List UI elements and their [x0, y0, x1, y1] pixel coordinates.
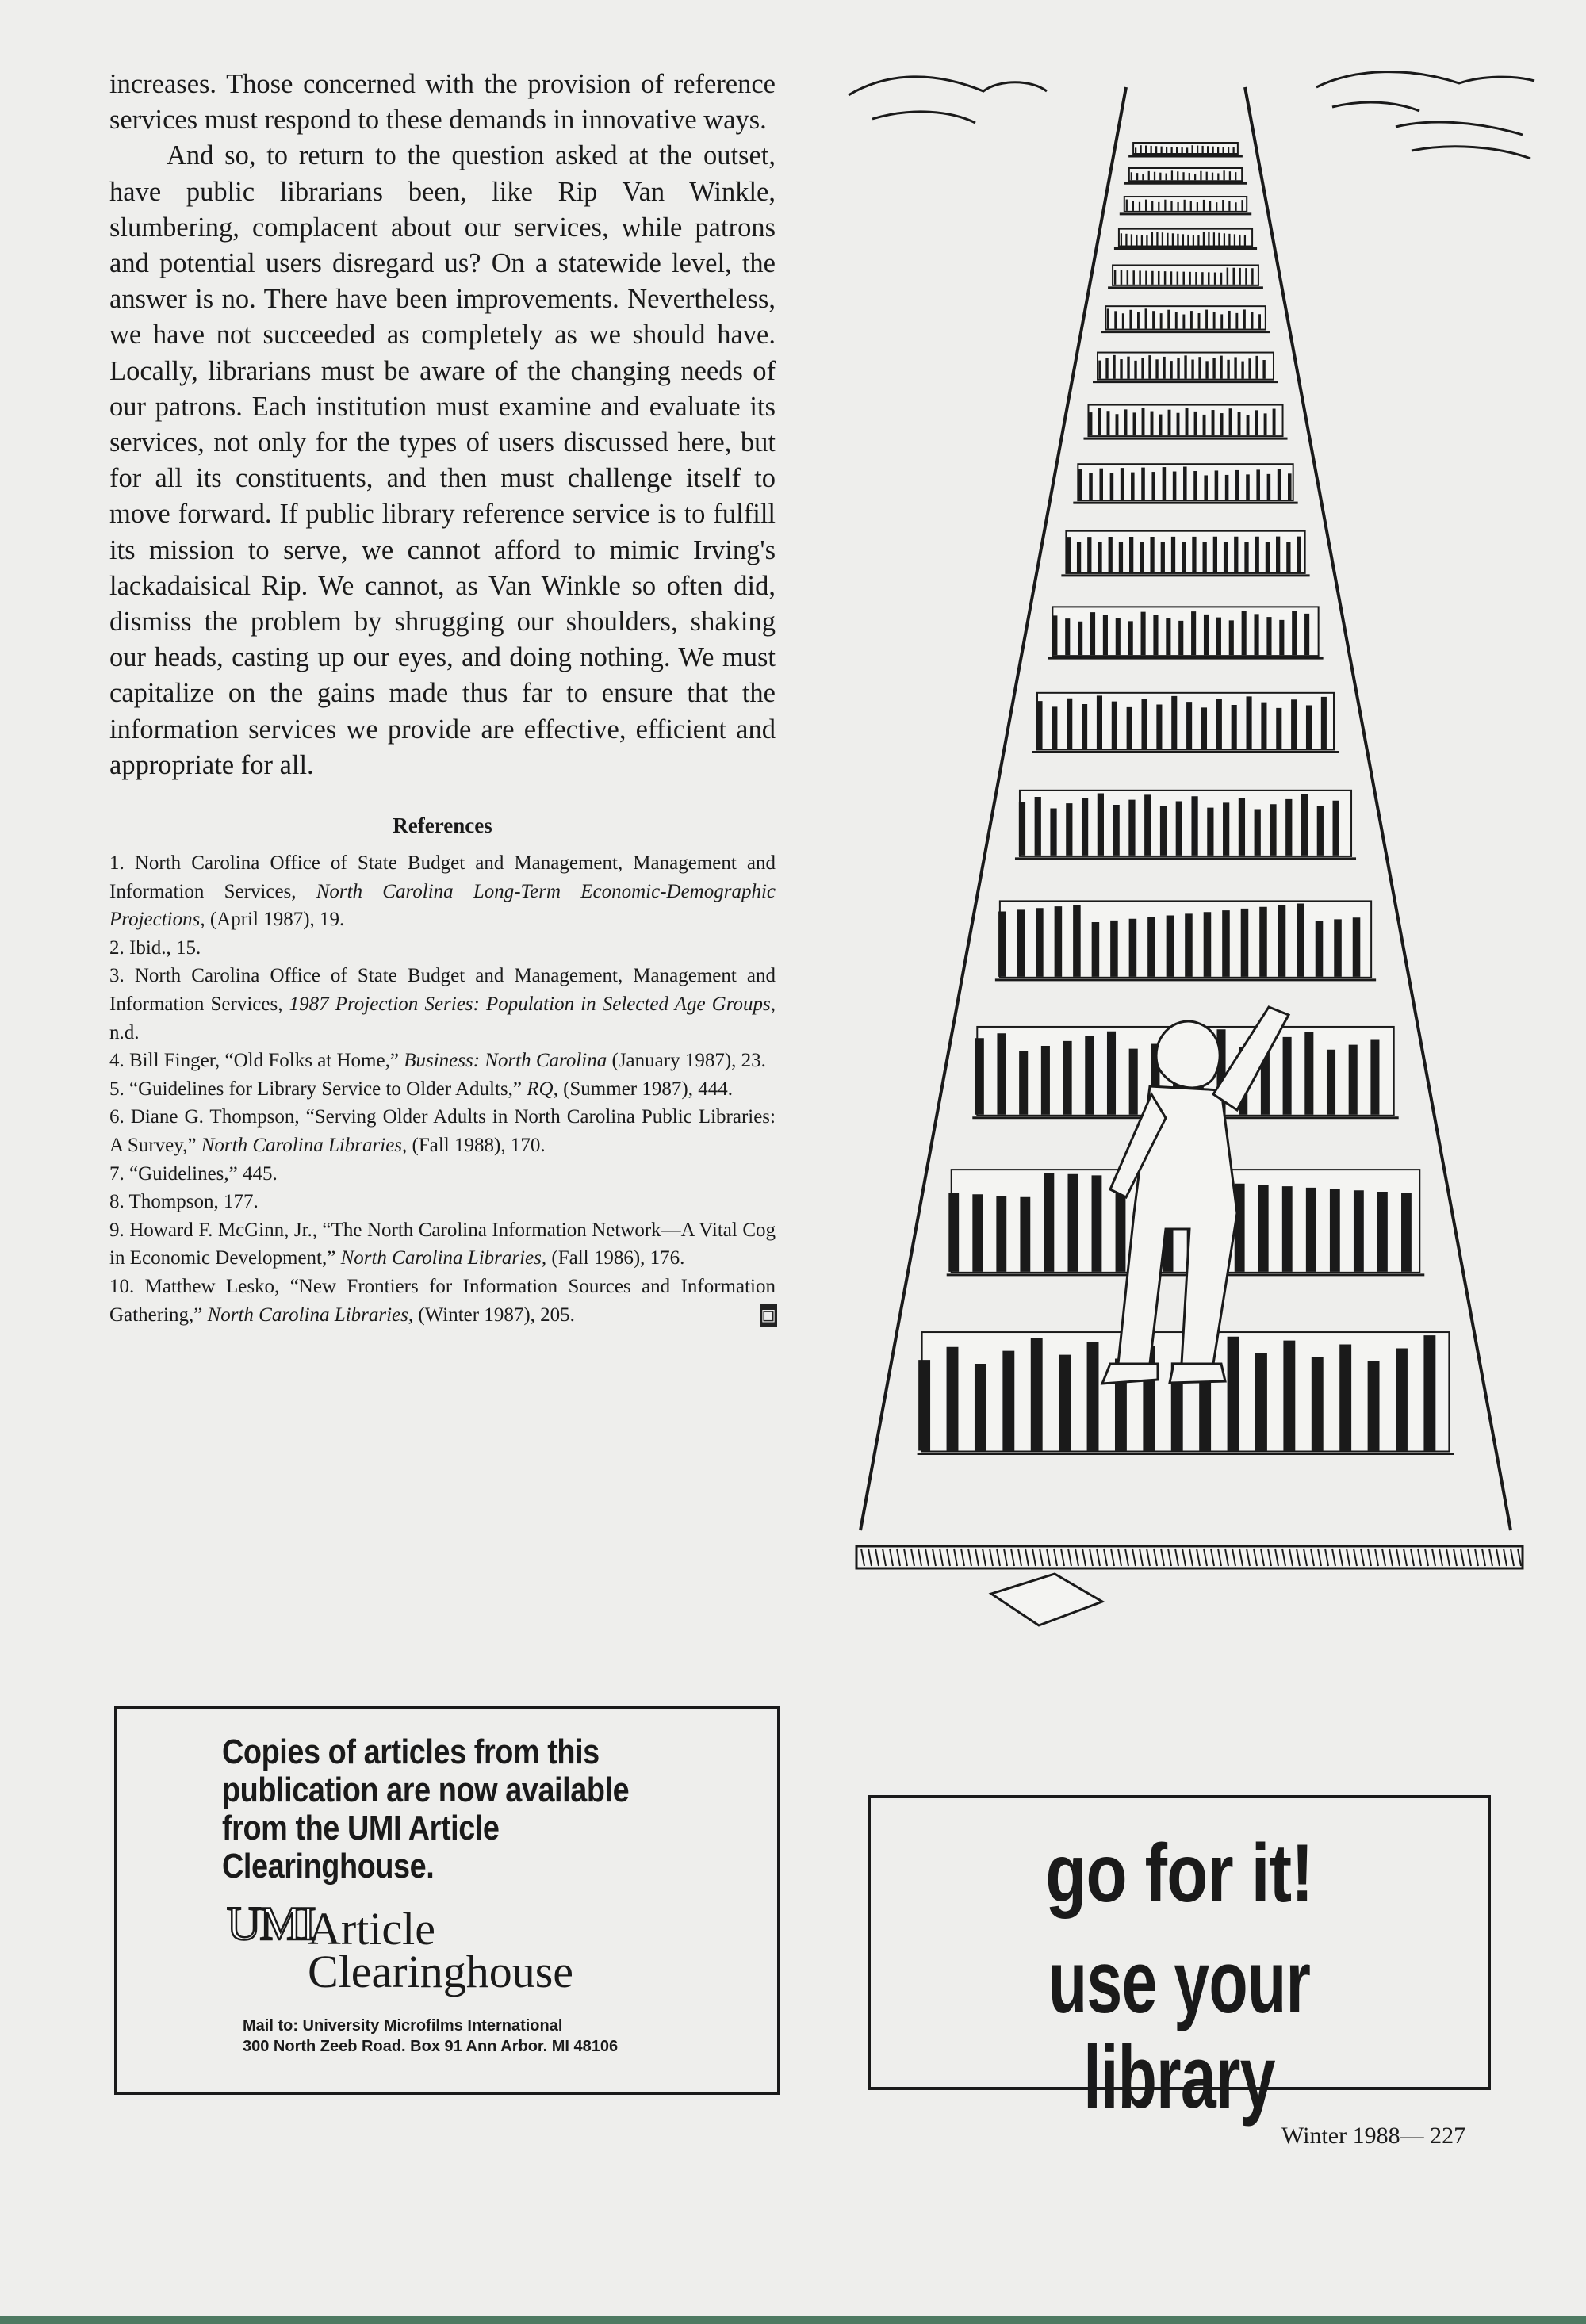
go-for-it-text: go for it! — [1045, 1828, 1313, 1920]
umi-logo-word-clearinghouse: Clearinghouse — [308, 1946, 574, 1997]
shelf-row — [995, 901, 1376, 979]
paragraph-2: And so, to return to the question asked at the outset, have public librarians been, like Rip Van Winkle, slumbering, complacent about our services, while patrons and potential users disregard us? On a statewide level, the answer is no. There have been improvements. Nevertheless, we have not succeeded as completely as we should have. Locally, librarians must be aware of the changing needs of our patrons. Each institution must examine and evaluate its services, not only for the types of users discussed here, but for all its constituents, and then must challenge itself to move forward. If public library reference service is to fulfill its mission to serve, we cannot afford to mimic Irving's lackadaisical Rip. We cannot, as Van Winkle so often did, dismiss the problem by shrugging our shoulders, shaking our heads, casting up our eyes, and doing nothing. We must capitalize on the gains made thus far to ensure that the information services we provide are effective, efficient and appropriate for all. — [109, 140, 776, 780]
left-column — [109, 67, 776, 1329]
shelf-row — [1032, 693, 1339, 752]
use-your-library-text: use your library — [1048, 1932, 1311, 2127]
reference-item: 1. North Carolina Office of State Budget and Management, Management and Information Services, North Carolina Long-Term Economic-Demographic Projections, (April 1987), 19. — [109, 852, 776, 931]
use-your-library-ad — [868, 1795, 1491, 2127]
shelf-row — [1093, 353, 1278, 382]
reference-item: 9. Howard F. McGinn, Jr., “The North Carolina Information Network—A Vital Cog in Economic Development,” North Carolina Libraries, (Fall 1986), 176. — [109, 1219, 776, 1269]
umi-logo-mark: UMI — [227, 1897, 315, 1950]
article-body — [109, 67, 776, 783]
reference-item: 7. “Guidelines,” 445. — [109, 1162, 278, 1185]
reference-item: 8. Thompson, 177. — [109, 1191, 259, 1213]
umi-logo — [227, 1897, 639, 1997]
references-heading: References — [393, 814, 492, 838]
reference-item: 2. Ibid., 15. — [109, 936, 201, 959]
umi-logo-word-article: Article — [308, 1903, 436, 1955]
shelf-row — [1108, 265, 1263, 287]
shelf-row — [1048, 607, 1323, 658]
umi-ad-headline: Copies of articles from this publication are now available from the UMI Article Clearinghouse. — [222, 1732, 630, 1886]
shelf-row — [1101, 306, 1270, 331]
shelf-row — [1128, 143, 1243, 156]
reference-item: 3. North Carolina Office of State Budget and Management, Management and Information Services, 1987 Projection Series: Population in Selected Age Groups, n.d. — [109, 965, 776, 1043]
reference-item: 5. “Guidelines for Library Service to Older Adults,” RQ, (Summer 1987), 444. — [109, 1078, 733, 1100]
shelf-row — [1124, 168, 1247, 183]
shelf-row — [1083, 405, 1287, 439]
shelf-row — [1061, 531, 1309, 576]
library-tower-illustration — [841, 63, 1538, 1649]
shelf-row — [1073, 464, 1297, 503]
reference-item: 10. Matthew Lesko, “New Frontiers for Information Sources and Information Gathering,” North Carolina Libraries, (Winter 1987), 205. — [109, 1275, 776, 1326]
shelf-row — [1120, 197, 1251, 214]
umi-mailing-address — [243, 2016, 718, 2057]
scan-edge-band — [0, 2316, 1586, 2324]
umi-mail-line-1: Mail to: University Microfilms International — [243, 2017, 563, 2035]
reference-item: 4. Bill Finger, “Old Folks at Home,” Business: North Carolina (January 1987), 23. — [109, 1050, 766, 1072]
shelf-row — [1114, 229, 1257, 249]
end-of-article-icon: ▣ — [760, 1304, 777, 1327]
floor-edge — [856, 1546, 1523, 1568]
umi-clearinghouse-ad — [114, 1706, 780, 2095]
reference-item: 6. Diane G. Thompson, “Serving Older Adults in North Carolina Public Libraries: A Survey,” North Carolina Libraries, (Fall 1988), 170. — [109, 1106, 776, 1156]
umi-mail-line-2: 300 North Zeeb Road. Box 91 Ann Arbor. MI 48106 — [243, 2038, 619, 2055]
references-list — [109, 849, 776, 1329]
paragraph-1: increases. Those concerned with the provision of reference services must respond to these demands in innovative ways. — [109, 69, 776, 136]
references-section — [109, 849, 776, 1329]
page-footer: Winter 1988— 227 — [1281, 2123, 1466, 2149]
shelf-row — [1015, 791, 1356, 859]
